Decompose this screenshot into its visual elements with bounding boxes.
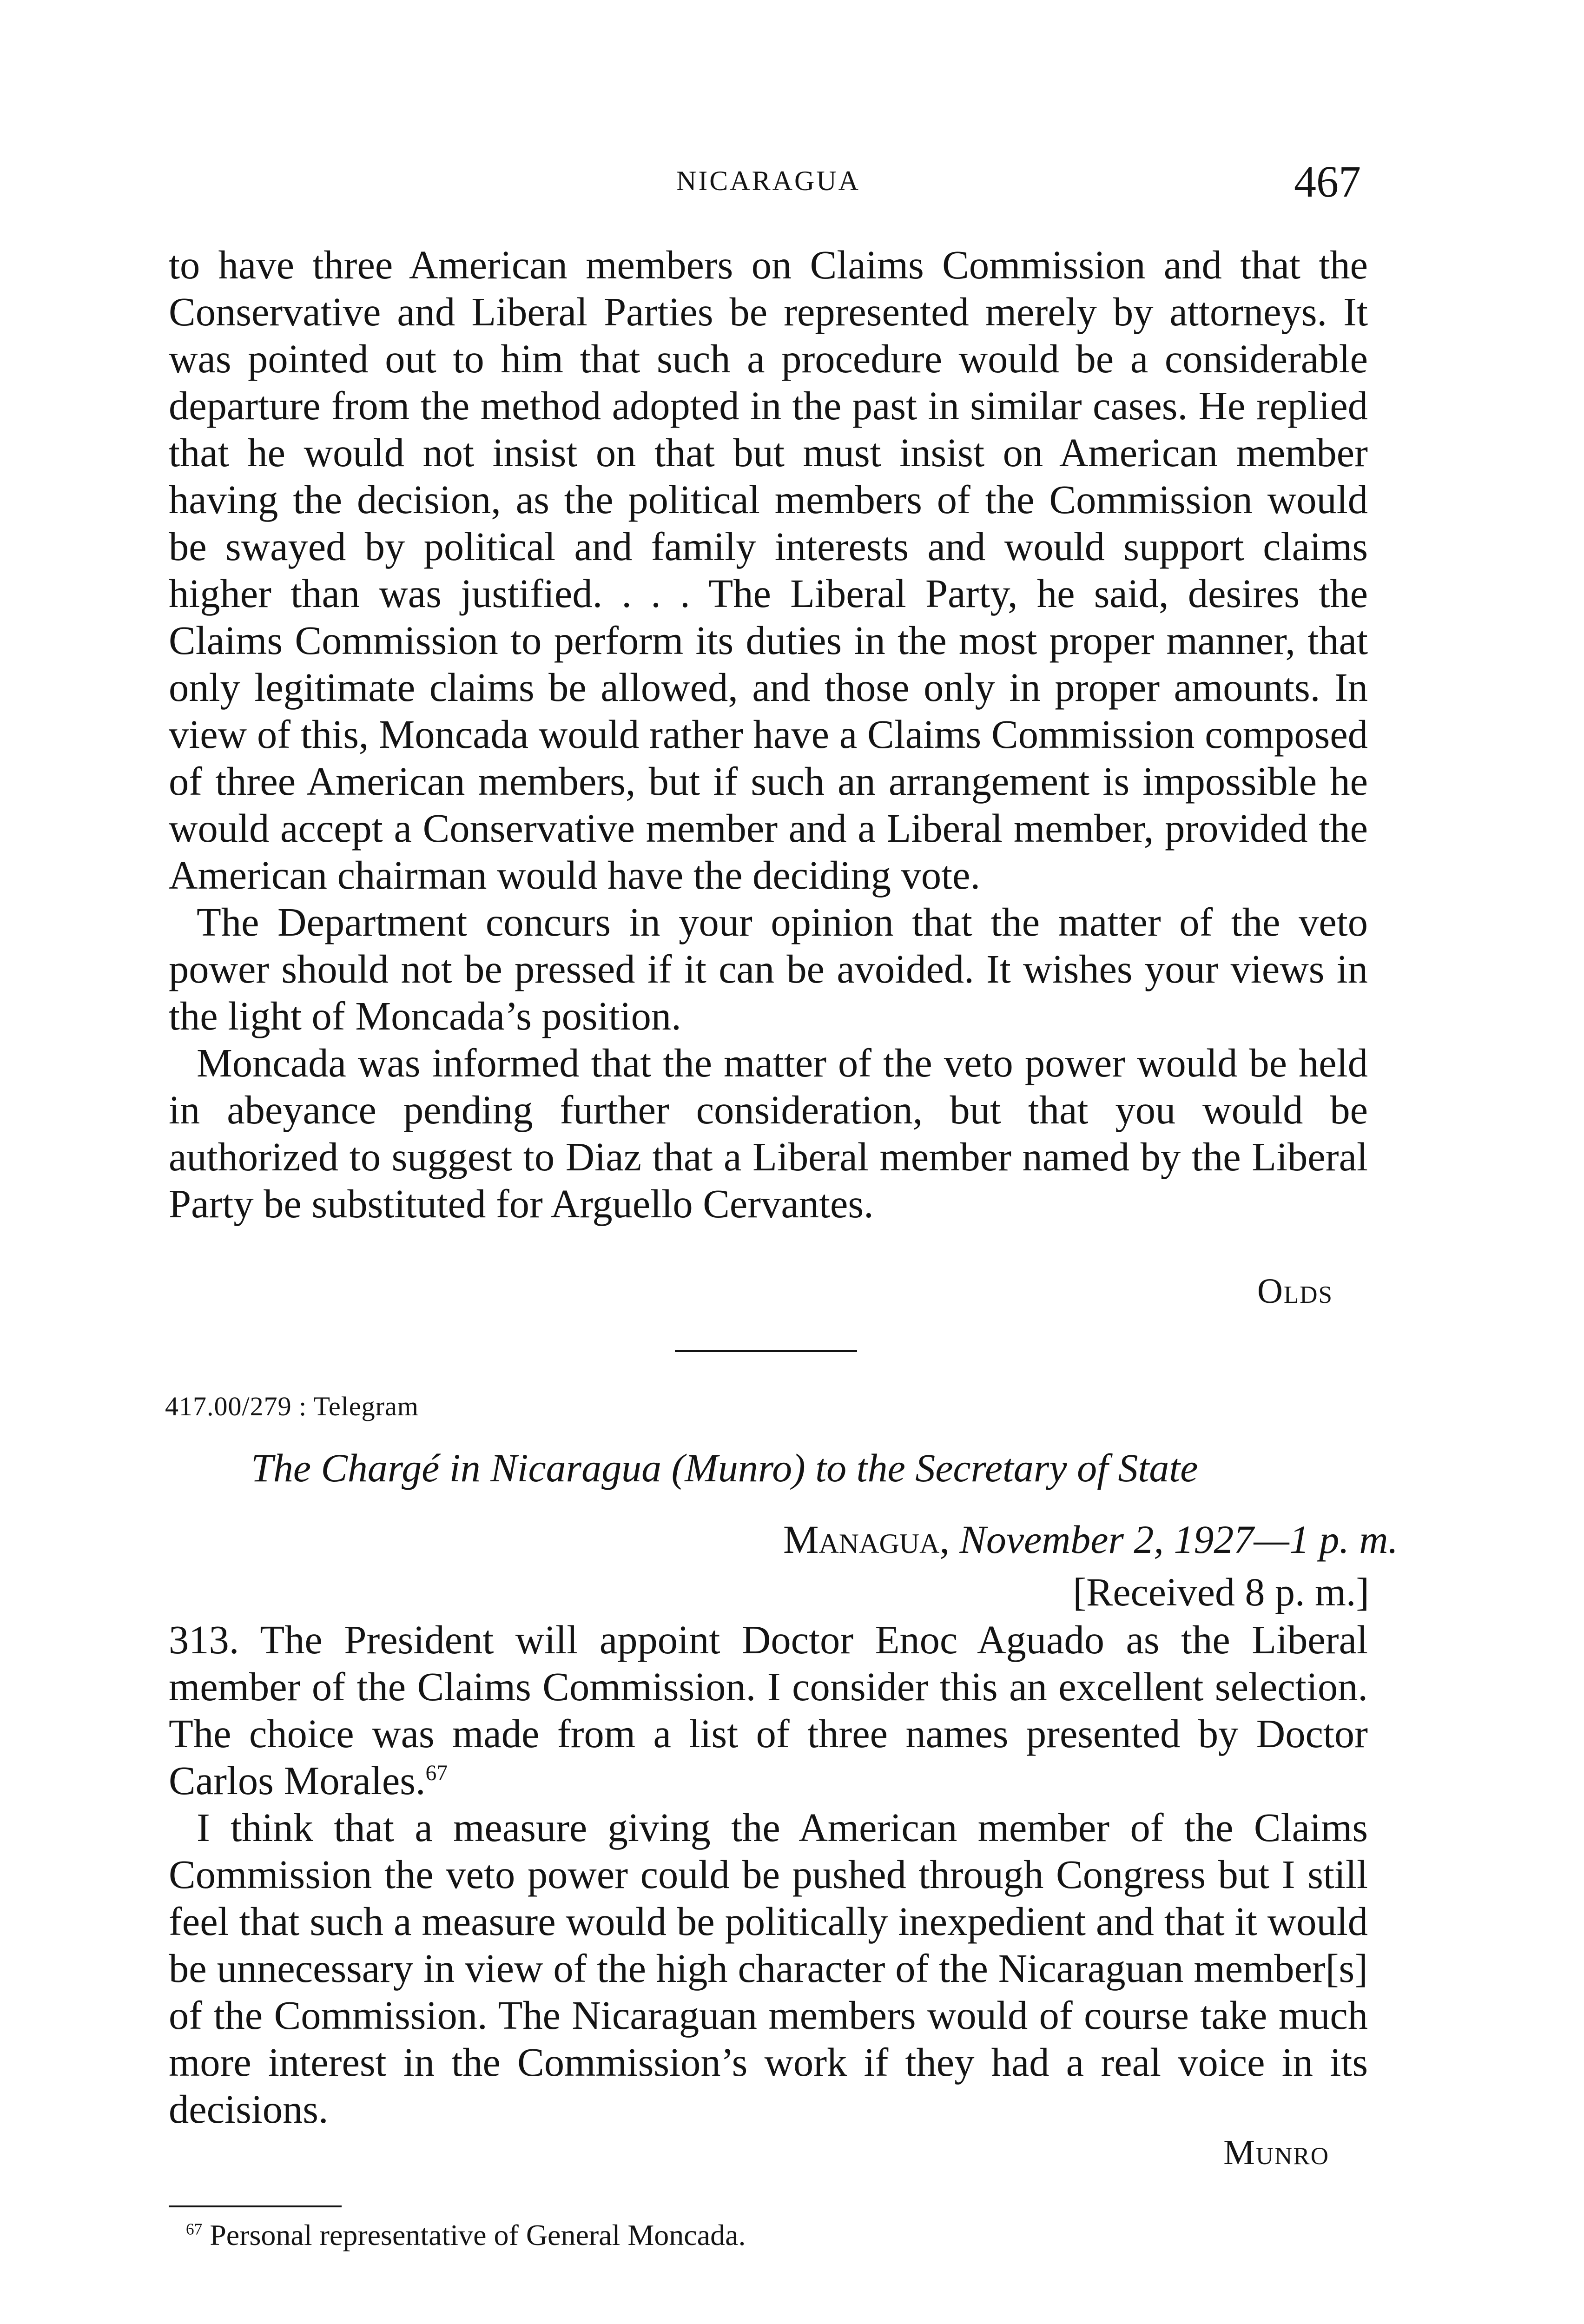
- file-reference: 417.00/279 : Telegram: [165, 1391, 419, 1421]
- footnote: [186, 2218, 746, 2252]
- footnote-mark: 67: [186, 2220, 203, 2238]
- paragraph: Moncada was informed that the matter of the veto power would be held in abeyance pending further consideration, but that you would be authorized to suggest to Diaz that a Liberal member named by the Liberal Party be substituted for Arguello Cervantes.: [169, 1041, 1368, 1226]
- dateline-date: November 2, 1927—1 p. m.: [959, 1517, 1398, 1562]
- paragraph: [169, 1617, 1368, 1804]
- paragraph: I think that a measure giving the American member of the Claims Commission the veto power could be pushed through Congress but I still feel that such a measure would be politically inexpedient and that it would be unnecessary in view of the high character of the Nicaraguan member[s] of the Commission. The Nicaraguan members would of course take much more interest in the Commission’s work if they had a real voice in its decisions.: [169, 1805, 1368, 2132]
- running-title: NICARAGUA: [676, 165, 860, 196]
- dateline-place: Managua,: [783, 1517, 950, 1562]
- second-document-body: [169, 1617, 1368, 2133]
- received-note: [Received 8 p. m.]: [1073, 1570, 1369, 1614]
- paragraph-text: 313. The President will appoint Doctor Enoc Aguado as the Liberal member of the Claims Commission. I consider this an excellent selection. The choice was made from a list of three names presented by Doctor Carlos Morales.: [169, 1618, 1368, 1803]
- document-title: The Chargé in Nicaragua (Munro) to the Secretary of State: [251, 1446, 1198, 1490]
- paragraph: The Department concurs in your opinion that the matter of the veto power should not be pressed if it can be avoided. It wishes your views in the light of Moncada’s position.: [169, 900, 1368, 1038]
- dateline: [783, 1516, 1398, 1563]
- page-number: 467: [1294, 157, 1361, 206]
- first-document-body: [169, 242, 1368, 1228]
- footnote-text: Personal representative of General Moncada.: [210, 2218, 746, 2251]
- footnote-reference: 67: [425, 1761, 448, 1786]
- paragraph: to have three American members on Claims Commission and that the Conservative and Liberal Parties be represented merely by attorneys. It was pointed out to him that such a procedure would be a considerable departure from the method adopted in the past in similar cases. He replied that he would not insist on that but must insist on American member having the decision, as the political members of the Commission would be swayed by political and family interests and would support claims higher than was justified. . . . The Liberal Party, he said, desires the Claims Commission to perform its duties in the most proper manner, that only legitimate claims be allowed, and those only in proper amounts. In view of this, Moncada would rather have a Claims Commission composed of three American members, but if such an arrangement is impossible he would accept a Conservative member and a Liberal member, provided the American chairman would have the deciding vote.: [169, 243, 1368, 898]
- section-divider: [675, 1350, 857, 1352]
- signature-munro: Munro: [1223, 2133, 1329, 2172]
- footnote-divider: [169, 2205, 342, 2207]
- signature-olds: Olds: [1257, 1272, 1333, 1311]
